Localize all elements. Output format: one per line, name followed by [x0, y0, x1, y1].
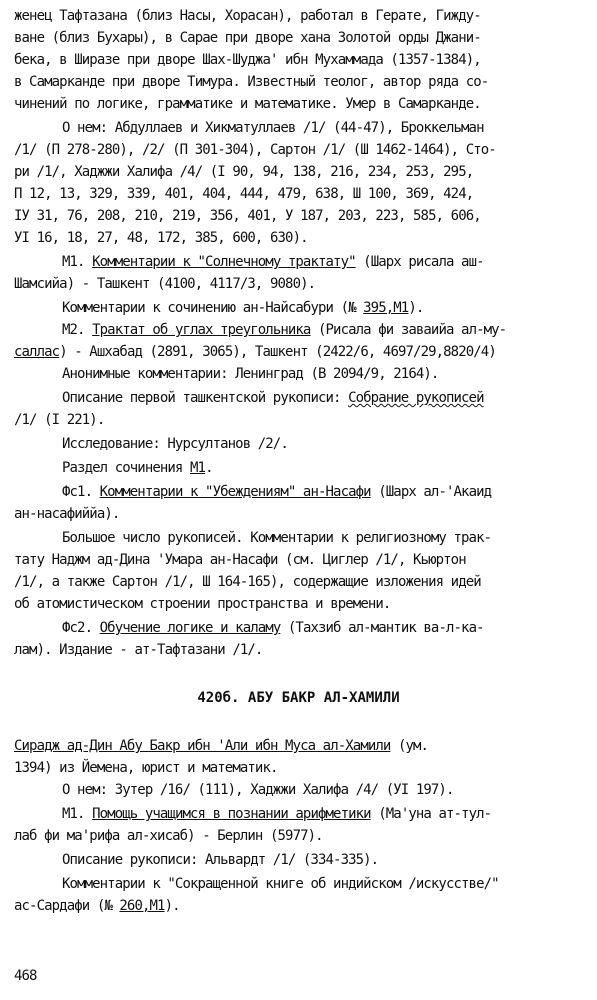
text-line: чинений по логике, грамматике и математике. Умер в Самарканде. — [14, 96, 481, 112]
page-number: 468 — [14, 968, 37, 984]
text-line: Фс1. Комментарии к "Убеждениям" ан-Насафи (Шарх ал-'Акаид — [62, 484, 492, 500]
text-line: УI 16, 18, 27, 48, 172, 385, 600, 630). — [14, 230, 308, 246]
section-heading: 420б. АБУ БАКР АЛ-ХАМИЛИ — [197, 690, 400, 706]
text-line: Сирадж ад-Дин Абу Бакр ибн 'Али ибн Муса ал-Хамили (ум. — [14, 738, 429, 754]
text-line: Описание рукописи: Альвардт /1/ (334-335). — [62, 852, 379, 868]
text-line: женец Тафтазана (близ Насы, Хорасан), работал в Герате, Гижду- — [14, 8, 481, 24]
text-line: саллас) - Ашхабад (2891, 3065), Ташкент (2422/6, 4697/29,8820/4) — [14, 344, 496, 360]
text-line: Комментарии к сочинению ан-Найсабури (№ 395,М1). — [62, 300, 424, 316]
text-line: /1/ (П 278-280), /2/ (П 301-304), Сартон /1/ (Ш 1462-1464), Сто- — [14, 142, 496, 158]
text-line: О нем: Абдуллаев и Хикматуллаев /1/ (44-47), Броккельман — [62, 120, 484, 136]
text-line: 1394) из Йемена, юрист и математик. — [14, 760, 278, 776]
text-line: М1. Комментарии к "Солнечному трактату" (Шарх рисала аш- — [62, 254, 484, 270]
text-line: П 12, 13, 329, 339, 401, 404, 444, 479, 638, Ш 100, 369, 424, — [14, 186, 474, 202]
text-line: /1/, а также Сартон /1/, Ш 164-165), содержащие изложения идей — [14, 574, 481, 590]
text-line: Раздел сочинения М1. — [62, 460, 213, 476]
text-line: ан-насафиййа). — [14, 506, 120, 522]
text-line: лам). Издание - ат-Тафтазани /1/. — [14, 642, 263, 658]
text-line: тату Наджм ад-Дина 'Умара ан-Насафи (см. Циглер /1/, Кьюртон — [14, 552, 466, 568]
text-line: об атомистическом строении пространства и времени. — [14, 596, 391, 612]
text-line: ри /1/, Хаджжи Халифа /4/ (I 90, 94, 138, 216, 234, 253, 295, — [14, 164, 474, 180]
text-line: Анонимные комментарии: Ленинград (В 2094/9, 2164). — [62, 366, 439, 382]
text-line: в Самарканде при дворе Тимура. Известный теолог, автор ряда со- — [14, 74, 489, 90]
text-line: Фс2. Обучение логике и каламу (Тахзиб ал-мантик ва-л-ка- — [62, 620, 484, 636]
text-line: М1. Помощь учащимся в познании арифметики (Ма'уна ат-тул- — [62, 806, 492, 822]
text-line: О нем: Зутер /16/ (111), Хаджжи Халифа /4/ (УI 197). — [62, 782, 454, 798]
text-line: М2. Трактат об углах треугольника (Рисала фи заваийа ал-му- — [62, 322, 507, 338]
text-line: ване (близ Бухары), в Сарае при дворе хана Золотой орды Джани- — [14, 30, 481, 46]
text-line: Исследование: Нурсултанов /2/. — [62, 436, 288, 452]
text-line: IУ 31, 76, 208, 210, 219, 356, 401, У 187, 203, 223, 585, 606, — [14, 208, 481, 224]
text-line: Комментарии к "Сокращенной книге об индийском /искусстве/" — [62, 876, 499, 892]
text-line: лаб фи ма'рифа ал-хисаб) - Берлин (5977). — [14, 828, 323, 844]
text-line: ас-Сардафи (№ 260,М1). — [14, 898, 180, 914]
text-line: Шамсийа) - Ташкент (4100, 4117/3, 9080). — [14, 276, 316, 292]
text-line: бека, в Ширазе при дворе Шах-Шуджа' ибн Мухаммада (1357-1384), — [14, 52, 481, 68]
text-line: /1/ (I 221). — [14, 412, 105, 428]
text-line: Большое число рукописей. Комментарии к религиозному трак- — [62, 530, 492, 546]
text-line: Описание первой ташкентской рукописи: Собрание рукописей — [62, 390, 484, 406]
